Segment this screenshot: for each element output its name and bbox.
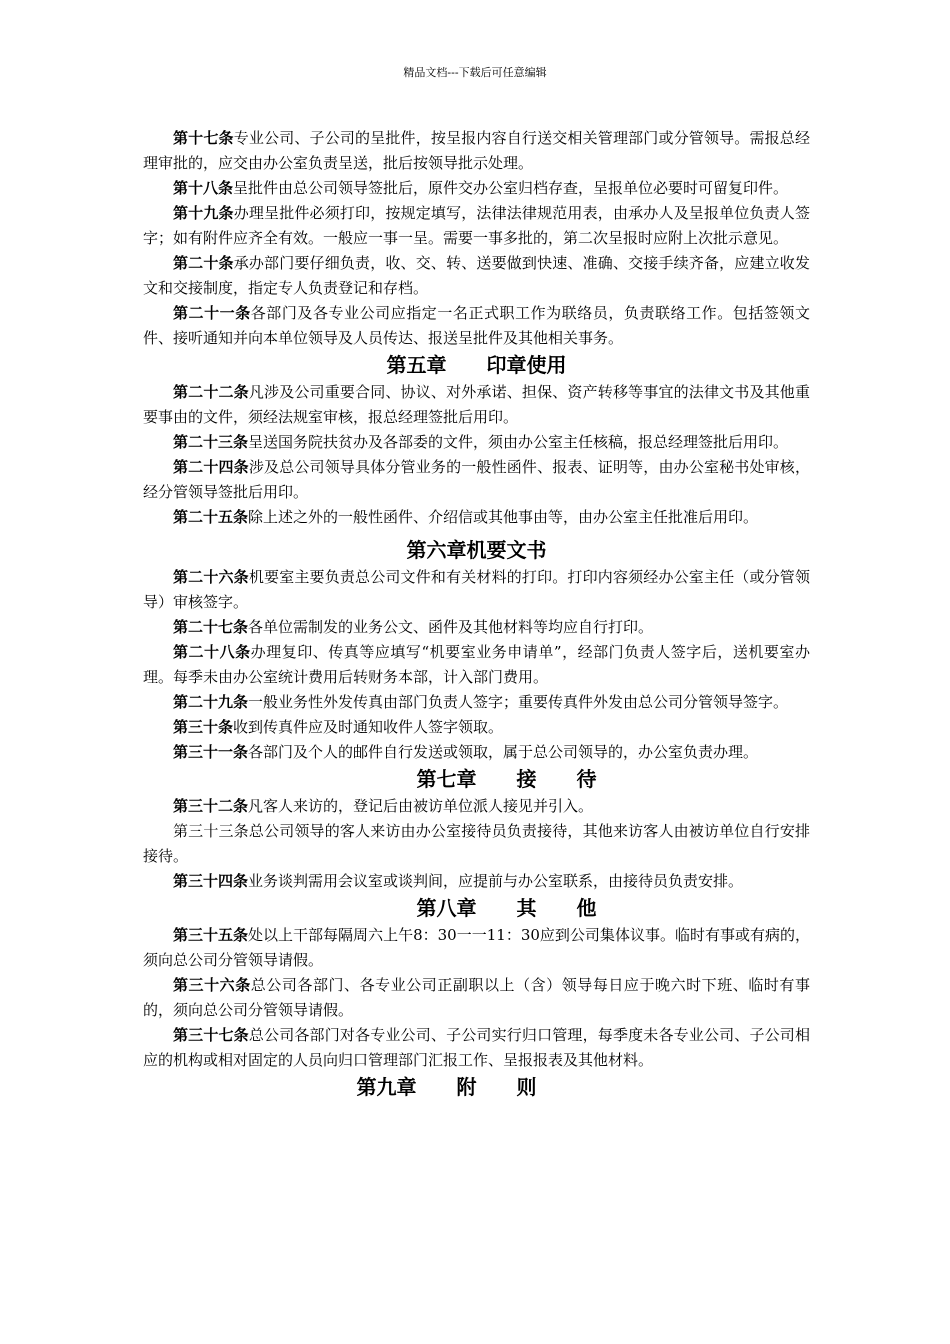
article-text: 涉及总公司领导具体分管业务的一般性函件、报表、证明等，由办公室秘书处审核，经分管领导签批后用印。 (143, 458, 810, 501)
article-paragraph (143, 869, 810, 894)
article-text: 第三十三条总公司领导的客人来访由办公室接待员负责接待，其他来访客人由被访单位自行安排接待。 (143, 822, 810, 865)
chapter-heading: 第六章机要文书 (406, 538, 547, 562)
article-paragraph (143, 301, 810, 351)
article-text: 专业公司、子公司的呈批件，按呈报内容自行送交相关管理部门或分管领导。需报总经理审批的，应交由办公室负责呈送，批后按领导批示处理。 (143, 129, 810, 172)
article-paragraph (143, 973, 810, 1023)
article-text: 业务谈判需用会议室或谈判间，应提前与办公室联系，由接待员负责安排。 (248, 872, 744, 890)
article-number: 第二十五条 (173, 508, 249, 526)
chapter-heading: 第七章 接 待 (416, 767, 597, 791)
article-number: 第二十条 (173, 254, 234, 272)
article-text: 机要室主要负责总公司文件和有关材料的打印。打印内容须经办公室主任（或分管领导）审核签字。 (143, 568, 810, 611)
article-text: 各部门及个人的邮件自行发送或领取，属于总公司领导的，办公室负责办理。 (248, 743, 759, 761)
article-number: 第二十四条 (173, 458, 249, 476)
article-text: 凡涉及公司重要合同、协议、对外承诺、担保、资产转移等事宜的法律文书及其他重要事由的文件，须经法规室审核，报总经理签批后用印。 (143, 383, 810, 426)
article-number: 第二十七条 (173, 618, 249, 636)
article-number: 第二十八条 (173, 643, 251, 661)
article-paragraph (143, 565, 810, 615)
article-paragraph (143, 505, 810, 530)
article-number: 第三十七条 (173, 1026, 249, 1044)
article-paragraph (143, 640, 810, 690)
article-paragraph (143, 740, 810, 765)
article-number: 第三十六条 (173, 976, 251, 994)
article-number: 第二十二条 (173, 383, 249, 401)
article-paragraph (143, 715, 810, 740)
article-text: 各单位需制发的业务公文、函件及其他材料等均应自行打印。 (248, 618, 654, 636)
article-paragraph (143, 380, 810, 430)
article-text: 各部门及各专业公司应指定一名正式职工作为联络员，负责联络工作。包括签领文件、接听通知并向本单位领导及人员传达、报送呈批件及其他相关事务。 (143, 304, 810, 347)
document-body (143, 126, 810, 1102)
article-paragraph (143, 430, 810, 455)
article-number: 第二十一条 (173, 304, 251, 322)
article-number: 第二十六条 (173, 568, 249, 586)
article-paragraph (143, 923, 810, 973)
article-paragraph (143, 201, 810, 251)
article-paragraph (143, 455, 810, 505)
article-text: 办理复印、传真等应填写“机要室业务申请单”，经部门负责人签字后，送机要室办理。每季未由办公室统计费用后转财务本部，计入部门费用。 (143, 643, 810, 686)
article-number: 第二十九条 (173, 693, 249, 711)
page-header: 精品文档---下载后可任意编辑 (403, 66, 547, 79)
article-paragraph (143, 819, 810, 869)
article-number: 第十七条 (173, 129, 234, 147)
article-paragraph (143, 615, 810, 640)
article-text: 除上述之外的一般性函件、介绍信或其他事由等，由办公室主任批准后用印。 (248, 508, 759, 526)
article-paragraph (143, 794, 810, 819)
chapter-heading: 第八章 其 他 (416, 896, 597, 920)
article-number: 第三十一条 (173, 743, 249, 761)
article-number: 第三十五条 (173, 926, 249, 944)
article-paragraph (143, 1023, 810, 1073)
article-text: 承办部门要仔细负责，收、交、转、送要做到快速、准确、交接手续齐备，应建立收发文和交接制度，指定专人负责登记和存档。 (143, 254, 810, 297)
article-text: 办理呈批件必须打印，按规定填写，法律法律规范用表，由承办人及呈报单位负责人签字；如有附件应齐全有效。一般应一事一呈。需要一事多批的，第二次呈报时应附上次批示意见。 (143, 204, 810, 247)
article-number: 第十九条 (173, 204, 234, 222)
article-text: 处以上干部每隔周六上午8：30一一11：30应到公司集体议事。临时有事或有病的，须向总公司分管领导请假。 (143, 926, 810, 969)
article-paragraph (143, 176, 810, 201)
article-number: 第十八条 (173, 179, 234, 197)
chapter-heading: 第九章 附 则 (356, 1075, 537, 1099)
chapter-heading: 第五章 印章使用 (386, 353, 567, 377)
article-number: 第三十二条 (173, 797, 249, 815)
article-text: 凡客人来访的，登记后由被访单位派人接见并引入。 (248, 797, 594, 815)
article-text: 总公司各部门、各专业公司正副职以上（含）领导每日应于晚六时下班、临时有事的，须向总公司分管领导请假。 (143, 976, 810, 1019)
article-text: 呈批件由总公司领导签批后，原件交办公室归档存查，呈报单位必要时可留复印件。 (233, 179, 789, 197)
article-text: 总公司各部门对各专业公司、子公司实行归口管理，每季度未各专业公司、子公司相应的机构或相对固定的人员向归口管理部门汇报工作、呈报报表及其他材料。 (143, 1026, 810, 1069)
article-number: 第二十三条 (173, 433, 249, 451)
article-number: 第三十条 (173, 718, 234, 736)
article-paragraph (143, 251, 810, 301)
article-text: 呈送国务院扶贫办及各部委的文件，须由办公室主任核稿，报总经理签批后用印。 (248, 433, 789, 451)
article-text: 收到传真件应及时通知收件人签字领取。 (233, 718, 504, 736)
article-text: 一般业务性外发传真由部门负责人签字；重要传真件外发由总公司分管领导签字。 (248, 693, 789, 711)
article-paragraph (143, 690, 810, 715)
article-paragraph (143, 126, 810, 176)
article-number: 第三十四条 (173, 872, 249, 890)
